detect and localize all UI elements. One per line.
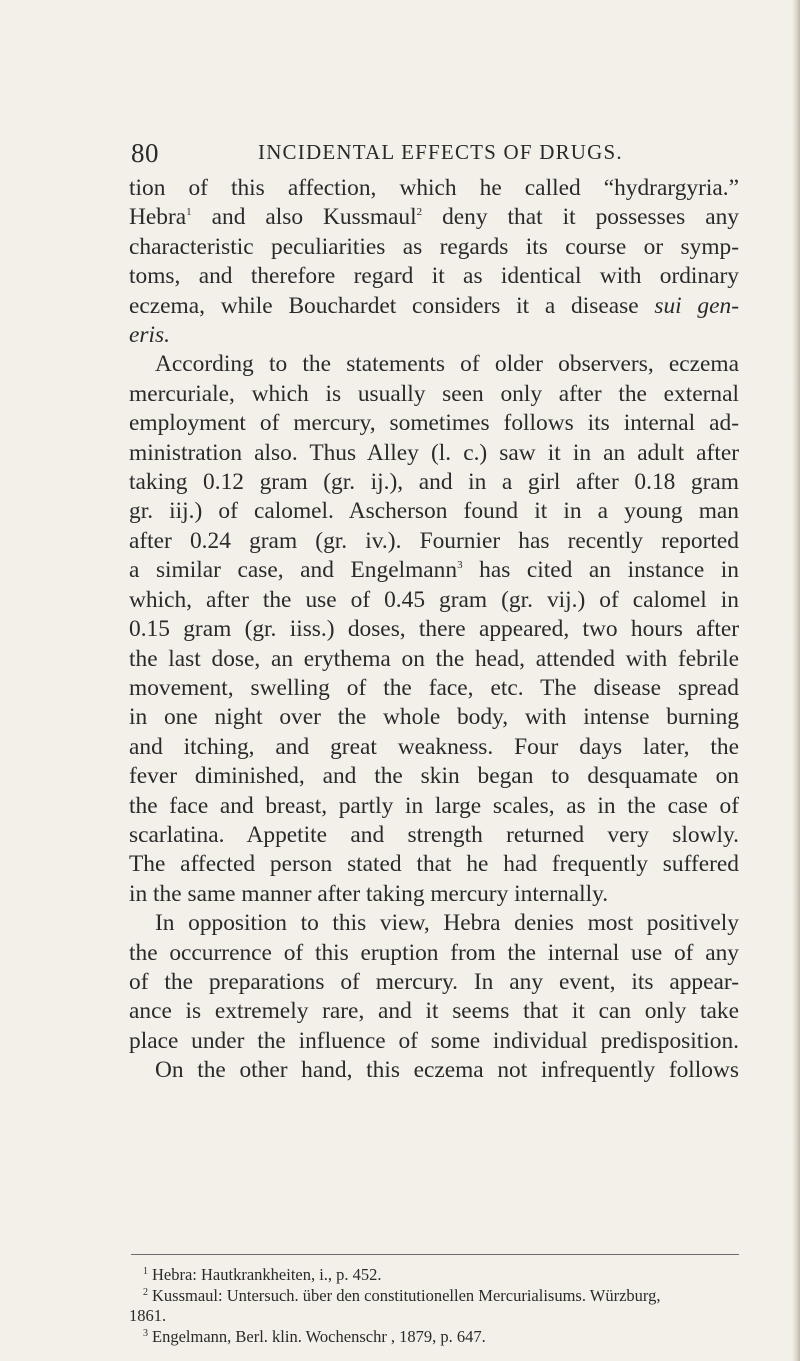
text-line: characteristic peculiarities as regards its course or symp-: [129, 233, 739, 260]
italic-phrase: sui gen-: [654, 292, 739, 319]
text-line: toms, and therefore regard it as identical with ordinary: [129, 263, 739, 290]
paragraph-start: According to the statements of older observers, eczema: [155, 351, 739, 378]
text-line: and itching, and great weakness. Four days later, the: [129, 733, 739, 760]
text-line: eczema, while Bouchardet considers it a disease sui gen-: [129, 292, 739, 319]
text-line: movement, swelling of the face, etc. The disease spread: [129, 674, 739, 701]
text-line: employment of mercury, sometimes follows its internal ad-: [129, 410, 739, 437]
footnote-continuation: 1861.: [129, 1306, 167, 1325]
text-line: taking 0.12 gram (gr. ij.), and in a girl after 0.18 gram: [129, 469, 739, 496]
text-line: the occurrence of this eruption from the internal use of any: [129, 939, 739, 966]
text-line: scarlatina. Appetite and strength returned very slowly.: [129, 821, 739, 848]
footnote-marker: 1: [143, 1266, 148, 1277]
text-line: place under the influence of some individual predisposition.: [129, 1027, 739, 1054]
italic-phrase: eris.: [129, 322, 170, 349]
footnote-ref: 2: [416, 206, 423, 219]
text-line: Hebra$^1$ and also Kussmaul$^2$ deny that it possesses any: [129, 204, 740, 231]
text-line: [129, 321, 739, 350]
footnote-divider: [131, 1254, 739, 1255]
footnote-ref: 3: [457, 559, 463, 572]
page-edge-shadow: [792, 0, 800, 1361]
running-title: INCIDENTAL EFFECTS OF DRUGS.: [258, 140, 623, 164]
page-number: 80: [131, 138, 159, 168]
text-line: in one night over the whole body, with intense burning: [129, 704, 739, 731]
text-line: 0.15 gram (gr. iiss.) doses, there appeared, two hours after: [129, 616, 739, 643]
text-line: ance is extremely rare, and it seems that it can only take: [129, 998, 739, 1025]
footnote-ref: 1: [186, 206, 192, 219]
paragraph-start: On the other hand, this eczema not infrequently follows: [155, 1057, 739, 1084]
footnote-marker: 3: [143, 1327, 148, 1339]
text-line: the face and breast, partly in large scales, as in the case of: [129, 792, 739, 819]
body-text: [129, 174, 739, 1086]
footnotes: [129, 1265, 741, 1347]
text-line: of the preparations of mercury. In any event, its appear-: [129, 968, 739, 995]
running-header: [131, 138, 741, 170]
text-line: gr. iij.) of calomel. Ascherson found it in a young man: [129, 498, 739, 525]
footnote-marker: 2: [143, 1286, 148, 1298]
paragraph-start: In opposition to this view, Hebra denies most positively: [155, 910, 739, 937]
footnote: $^2$ Kussmaul: Untersuch. über den constitutionellen Mercurialisums. Würzburg,: [143, 1285, 661, 1305]
text-line: fever diminished, and the skin began to desquamate on: [129, 763, 739, 790]
text-line: in the same manner after taking mercury internally.: [129, 880, 609, 907]
text-line: ministration also. Thus Alley (l. c.) saw it in an adult after: [129, 439, 739, 466]
text-line: which, after the use of 0.45 gram (gr. vij.) of calomel in: [129, 586, 739, 613]
text-line: tion of this affection, which he called “hydrargyria.”: [129, 175, 739, 201]
footnote: $^1$ Hebra: Hautkrankheiten, i., p. 452.: [143, 1265, 382, 1284]
footnote: $^3$ Engelmann, Berl. klin. Wochenschr , 1879, p. 647.: [143, 1326, 486, 1346]
text-line: a similar case, and Engelmann$^3$ has cited an instance in: [129, 557, 739, 584]
text-line: mercuriale, which is usually seen only after the external: [129, 380, 739, 407]
text-line: the last dose, an erythema on the head, attended with febrile: [129, 645, 739, 672]
text-line: after 0.24 gram (gr. iv.). Fournier has recently reported: [129, 527, 739, 554]
text-line: The affected person stated that he had frequently suffered: [129, 851, 739, 878]
